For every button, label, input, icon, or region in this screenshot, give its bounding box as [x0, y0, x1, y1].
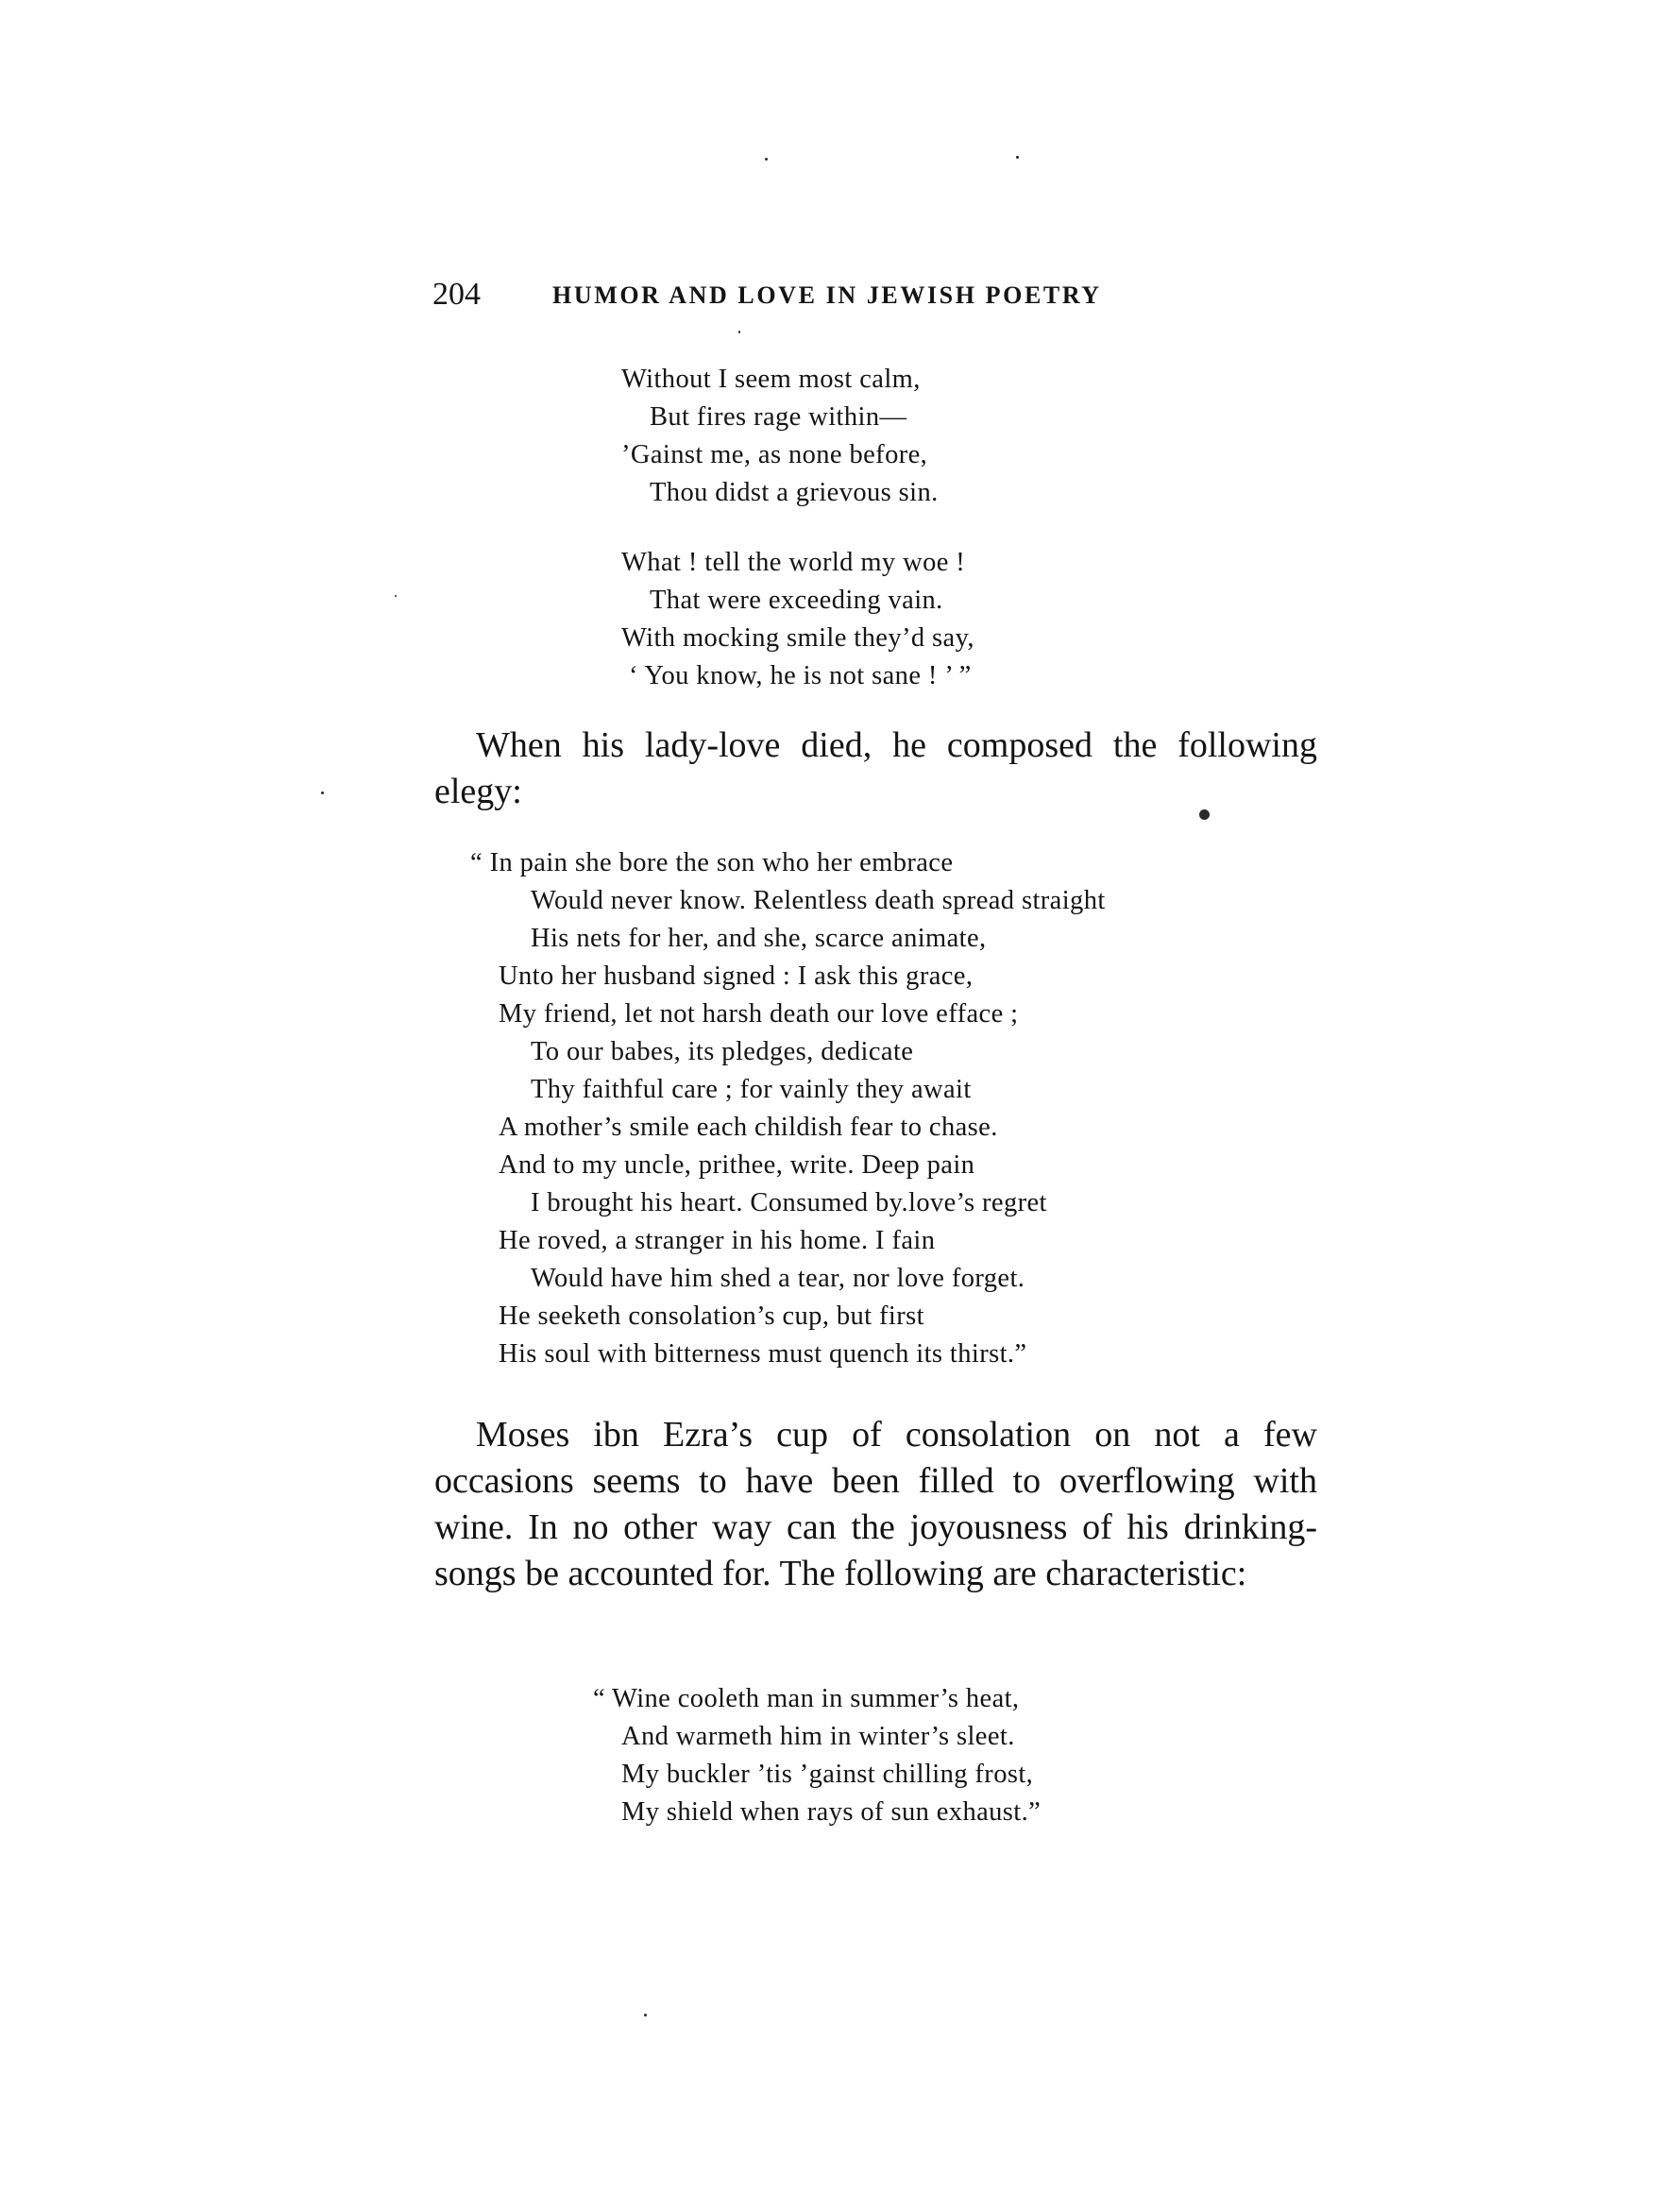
verse-line: And warmeth him in winter’s sleet.	[621, 1722, 1015, 1751]
verse-line: He seeketh consolation’s cup, but first	[499, 1302, 924, 1331]
speck	[1016, 156, 1019, 159]
verse-line: His soul with bitterness must quench its thirst.”	[499, 1339, 1027, 1369]
verse-line: A mother’s smile each childish fear to chase.	[499, 1113, 998, 1142]
verse-line: “ Wine cooleth man in summer’s heat,	[593, 1684, 1020, 1713]
verse-line: Would never know. Relentless death spread straight	[531, 886, 1106, 915]
running-header	[432, 274, 1193, 315]
verse-line: To our babes, its pledges, dedicate	[531, 1037, 914, 1066]
verse-line: My buckler ’tis ’gainst chilling frost,	[621, 1760, 1034, 1789]
verse-line: He roved, a stranger in his home. I fain	[499, 1226, 936, 1255]
speck	[1199, 809, 1210, 820]
verse-line: Without I seem most calm,	[621, 365, 921, 394]
speck	[765, 158, 768, 161]
verse-line: I brought his heart. Consumed by.love’s regret	[531, 1188, 1047, 1217]
verse-line: ’Gainst me, as none before,	[621, 440, 928, 469]
speck	[644, 2014, 647, 2016]
page-number: 204	[432, 277, 481, 312]
verse-line: And to my uncle, prithee, write. Deep pain	[499, 1150, 975, 1180]
verse-line: What ! tell the world my woe !	[621, 548, 966, 577]
paragraph: Moses ibn Ezra’s cup of consolation on not a few occasions seems to have been filled to overflowing with wine. In no other way can the joyousness of his drinking-songs be accounted for. The following are characteristic:	[434, 1415, 1317, 1593]
verse-line: Thy faithful care ; for vainly they await	[531, 1075, 972, 1104]
verse-line: ‘ You know, he is not sane ! ’ ”	[629, 661, 972, 690]
paragraph: When his lady-love died, he composed the following elegy:	[434, 725, 1317, 811]
speck	[395, 595, 397, 597]
verse-line: His nets for her, and she, scarce animate,	[531, 924, 987, 953]
running-title: HUMOR AND LOVE IN JEWISH POETRY	[552, 281, 1102, 309]
verse-line: Would have him shed a tear, nor love forget.	[531, 1264, 1025, 1293]
verse-line: That were exceeding vain.	[650, 586, 943, 615]
verse-line: Unto her husband signed : I ask this grace,	[499, 961, 974, 991]
verse-line: Thou didst a grievous sin.	[650, 478, 939, 507]
verse-block-1	[621, 361, 974, 695]
verse-line: But fires rage within—	[650, 402, 907, 432]
elegy-verse	[470, 844, 1106, 1373]
verse-line: My friend, let not harsh death our love efface ;	[499, 999, 1019, 1029]
speck	[738, 331, 740, 333]
verse-line: With mocking smile they’d say,	[621, 623, 974, 653]
speck	[321, 791, 324, 794]
verse-block-2	[593, 1680, 1041, 1831]
verse-line: “ In pain she bore the son who her embrace	[470, 848, 954, 877]
verse-line: My shield when rays of sun exhaust.”	[621, 1797, 1042, 1827]
